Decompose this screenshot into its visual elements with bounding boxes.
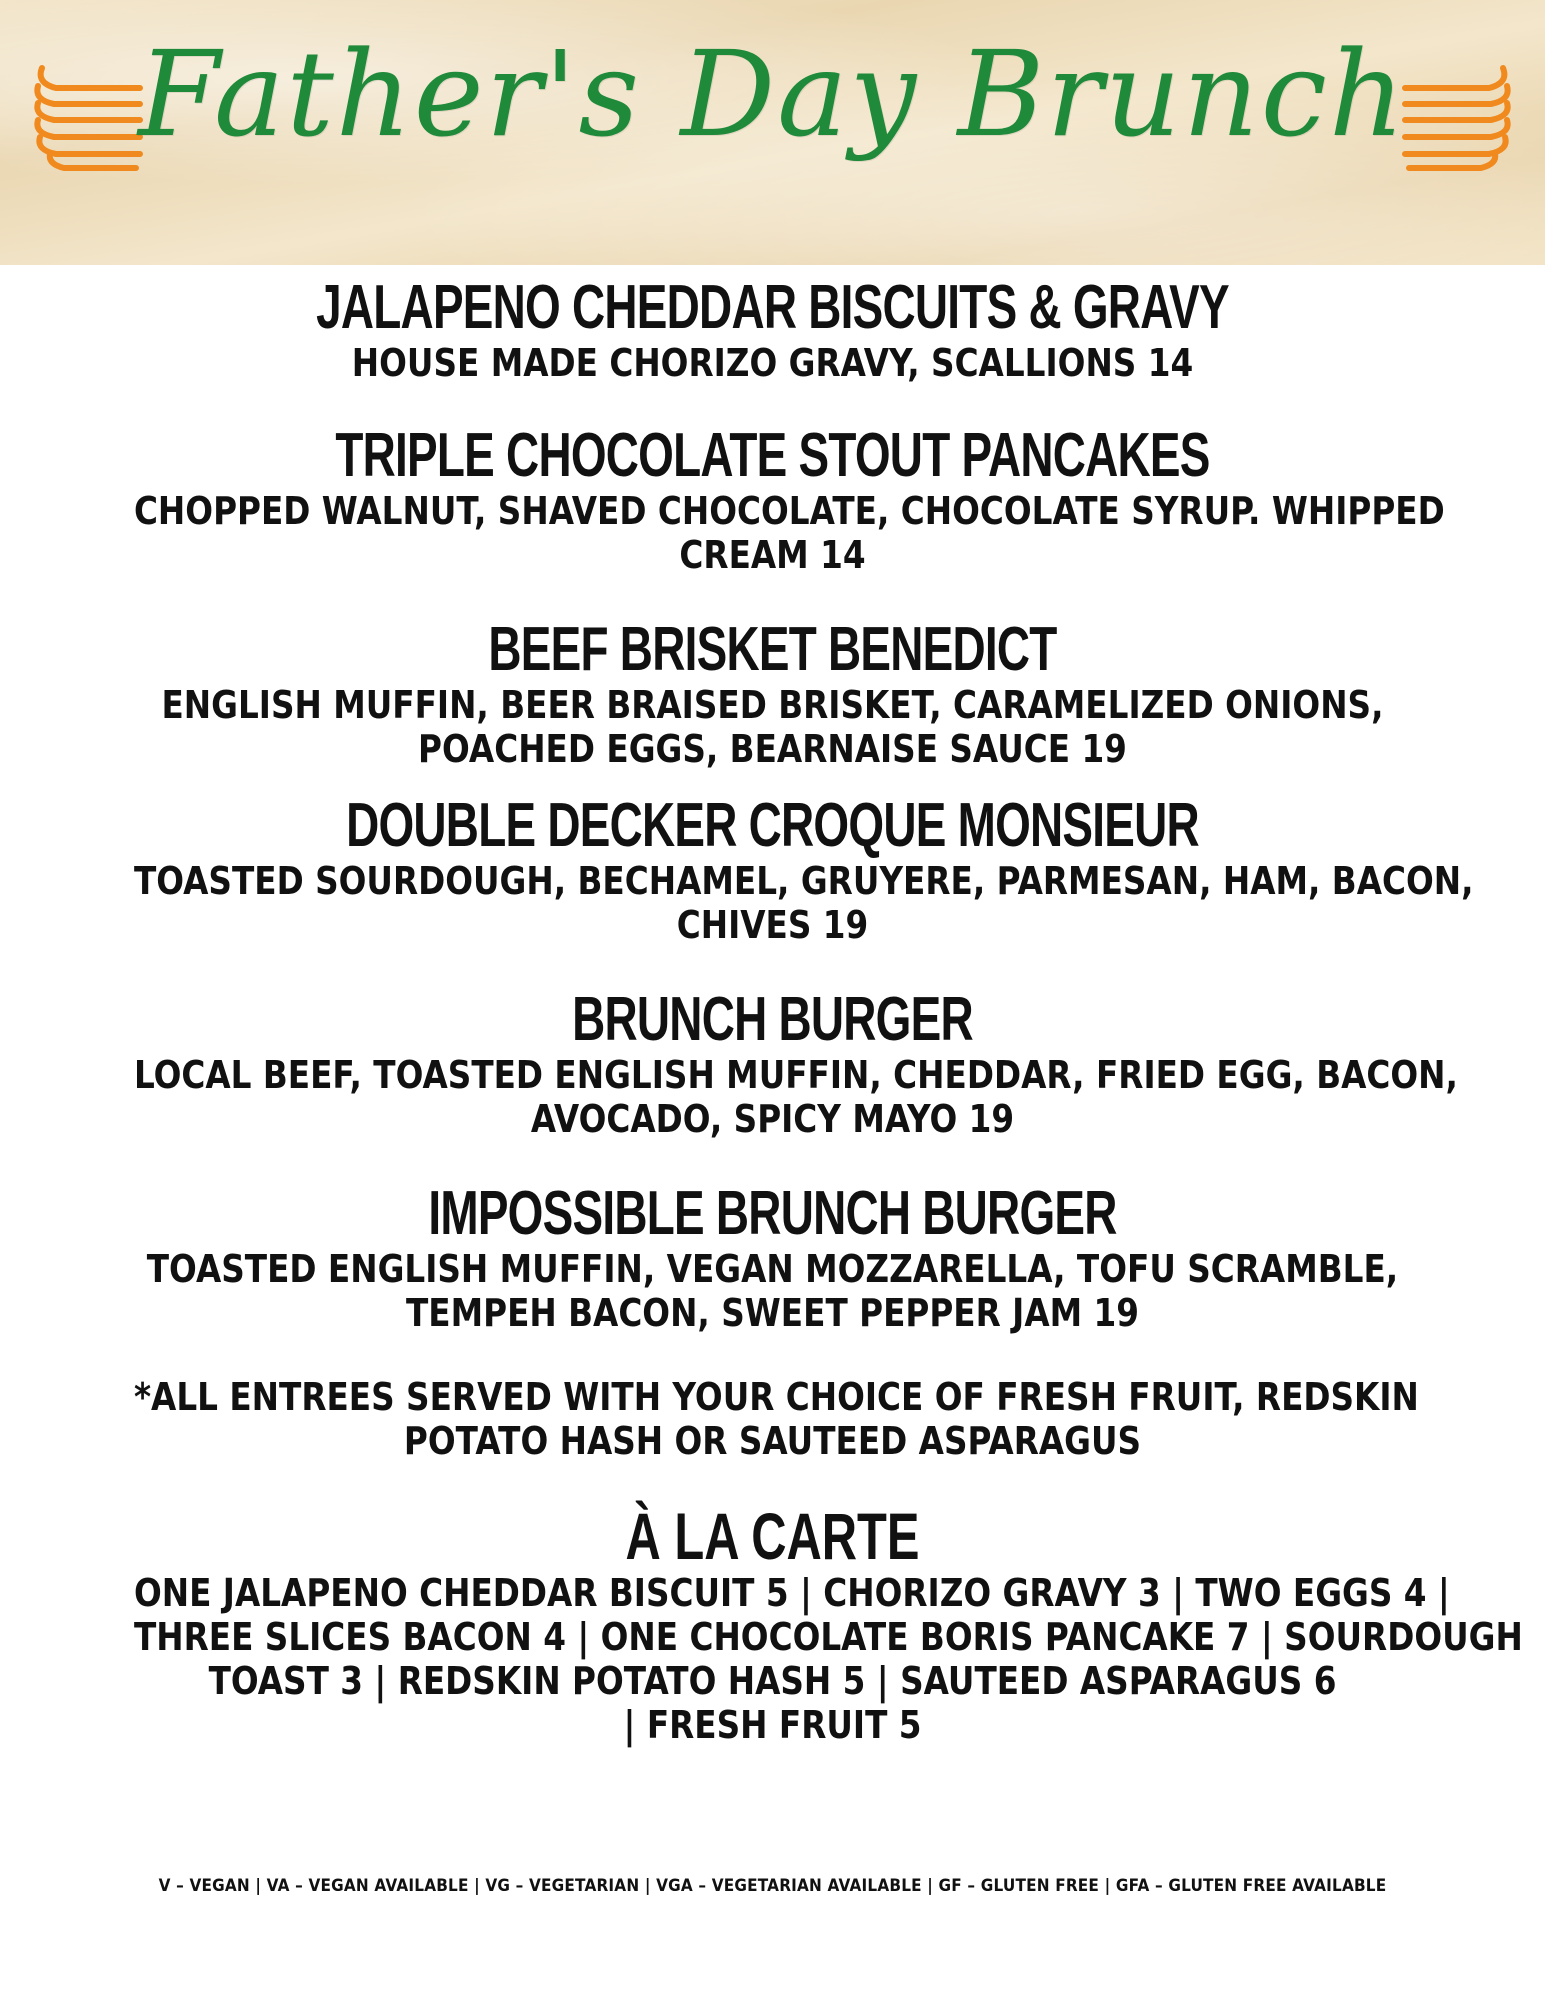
menu-item bbox=[30, 793, 1515, 947]
menu-item-name: DOUBLE DECKER CROQUE MONSIEUR bbox=[346, 791, 1199, 860]
entree-note bbox=[30, 1375, 1515, 1463]
menu-item-desc: HOUSE MADE CHORIZO GRAVY, SCALLIONS 14 bbox=[351, 341, 1194, 385]
a-la-carte-line: TOAST 3 | REDSKIN POTATO HASH 5 | SAUTEED ASPARAGUS 6 bbox=[208, 1659, 1337, 1703]
menu-item-name: IMPOSSIBLE BRUNCH BURGER bbox=[428, 1179, 1117, 1248]
header-banner bbox=[0, 0, 1545, 265]
menu-item-desc: AVOCADO, SPICY MAYO 19 bbox=[530, 1097, 1015, 1141]
menu-item bbox=[30, 617, 1515, 771]
menu-item bbox=[30, 275, 1515, 385]
menu-item bbox=[30, 1181, 1515, 1335]
pancake-stack-icon bbox=[1387, 48, 1517, 178]
menu-item bbox=[30, 423, 1515, 577]
entree-note-line: POTATO HASH OR SAUTEED ASPARAGUS bbox=[403, 1419, 1142, 1463]
entree-note-line: *ALL ENTREES SERVED WITH YOUR CHOICE OF FRESH FRUIT, REDSKIN bbox=[133, 1375, 1419, 1419]
menu-item-desc: TOASTED ENGLISH MUFFIN, VEGAN MOZZARELLA, TOFU SCRAMBLE, bbox=[146, 1247, 1399, 1291]
dietary-legend: V – VEGAN | VA – VEGAN AVAILABLE | VG – VEGETARIAN | VGA – VEGETARIAN AVAILABLE | GF – GLUTEN FREE | GFA – GLUTEN FREE AVAILABLE bbox=[158, 1876, 1387, 1896]
menu-list bbox=[30, 273, 1523, 1747]
menu-item-name: JALAPENO CHEDDAR BISCUITS & GRAVY bbox=[316, 273, 1229, 342]
menu-item-name: BEEF BRISKET BENEDICT bbox=[488, 615, 1057, 684]
a-la-carte-line: THREE SLICES BACON 4 | ONE CHOCOLATE BORIS PANCAKE 7 | SOURDOUGH bbox=[133, 1615, 1523, 1659]
menu-item-desc: POACHED EGGS, BEARNAISE SAUCE 19 bbox=[418, 727, 1127, 771]
a-la-carte-line: ONE JALAPENO CHEDDAR BISCUIT 5 | CHORIZO GRAVY 3 | TWO EGGS 4 | bbox=[133, 1571, 1450, 1615]
menu-item bbox=[30, 987, 1515, 1141]
menu-item-name: TRIPLE CHOCOLATE STOUT PANCAKES bbox=[335, 421, 1210, 490]
menu-item-desc: ENGLISH MUFFIN, BEER BRAISED BRISKET, CARAMELIZED ONIONS, bbox=[161, 683, 1384, 727]
menu-item-desc: TOASTED SOURDOUGH, BECHAMEL, GRUYERE, PARMESAN, HAM, BACON, bbox=[133, 859, 1474, 903]
menu-item-desc: CHOPPED WALNUT, SHAVED CHOCOLATE, CHOCOLATE SYRUP. WHIPPED bbox=[133, 489, 1445, 533]
menu-item-desc: CHIVES 19 bbox=[676, 903, 869, 947]
page-title: Father's Day Brunch bbox=[138, 25, 1407, 163]
a-la-carte-title: À LA CARTE bbox=[625, 1499, 920, 1573]
menu-item-desc: TEMPEH BACON, SWEET PEPPER JAM 19 bbox=[405, 1291, 1140, 1335]
a-la-carte-line: | FRESH FRUIT 5 bbox=[623, 1703, 922, 1747]
menu-item-name: BRUNCH BURGER bbox=[572, 985, 973, 1054]
menu-item-desc: CREAM 14 bbox=[679, 533, 866, 577]
menu-item-desc: LOCAL BEEF, TOASTED ENGLISH MUFFIN, CHEDDAR, FRIED EGG, BACON, bbox=[133, 1053, 1458, 1097]
a-la-carte-section bbox=[30, 1499, 1523, 1747]
